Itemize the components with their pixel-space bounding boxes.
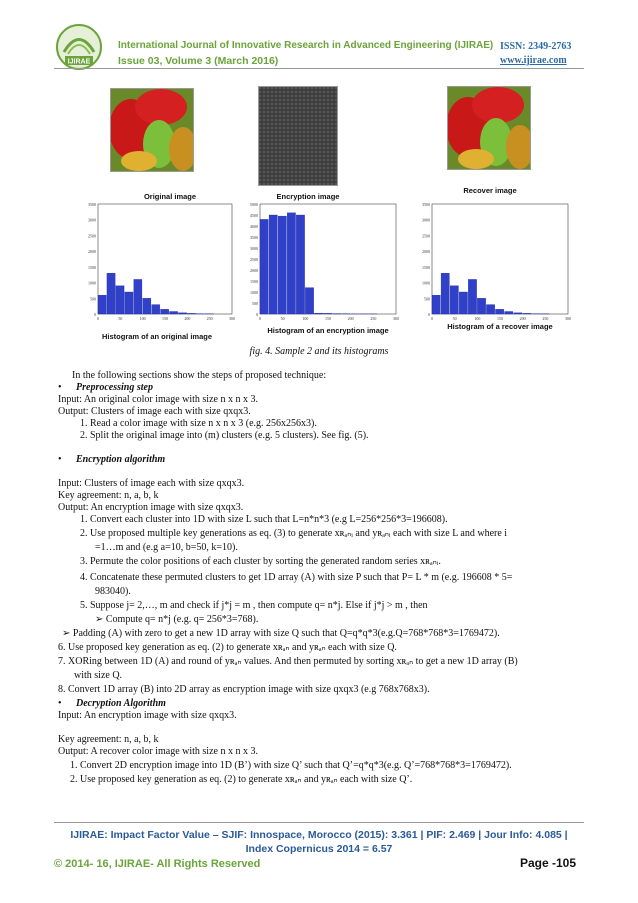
x-tick-label: 300 xyxy=(229,316,235,321)
y-tick-label: 4000 xyxy=(250,224,258,229)
y-tick-label: 1500 xyxy=(422,264,430,270)
histogram-encryption-caption: Histogram of an encryption image xyxy=(267,326,389,335)
recover-caption: Recover image xyxy=(463,186,517,195)
x-tick-label: 0 xyxy=(259,316,261,321)
dec-step-2: 2. Use proposed key generation as eq. (2) to generate xʀₐₙ and yʀₐₙ each with size Q’. xyxy=(70,774,413,785)
x-tick-label: 300 xyxy=(393,316,399,321)
pre-step-1: 1. Read a color image with size n x n x 3 (e.g. 256x256x3). xyxy=(80,418,317,429)
footer-impact: IJIRAE: Impact Factor Value – SJIF: Innospace, Morocco (2015): 3.361 | PIF: 2.469 | Jour Info: 4.085 | xyxy=(70,829,568,841)
y-tick-label: 3000 xyxy=(88,217,96,223)
enc-input: Input: Clusters of image each with size qxqx3. xyxy=(58,478,245,489)
enc-step-2: 2. Use proposed multiple key generations as eq. (3) to generate xʀₐₙᵢ and yʀₐₙᵢ each with size L and where i xyxy=(80,528,508,539)
encryption-image xyxy=(258,86,338,186)
enc-key: Key agreement: n, a, b, k xyxy=(58,490,159,501)
histogram-original-caption: Histogram of an original image xyxy=(101,332,213,341)
intro-text: In the following sections show the steps of proposed technique: xyxy=(72,370,327,381)
y-tick-label: 2000 xyxy=(422,249,430,255)
y-tick-label: 5000 xyxy=(250,202,258,207)
histogram-bar xyxy=(523,313,531,314)
pre-step-2: 2. Split the original image into (m) clusters (e.g. 5 clusters). See fig. (5). xyxy=(80,430,369,441)
y-tick-label: 3500 xyxy=(88,202,96,207)
enc-padding: ➢ Padding (A) with zero to get a new 1D array with size Q such that Q=q*q*3(e.g.Q=768*768*3=1769472). xyxy=(62,628,500,639)
histogram-bar xyxy=(305,288,313,314)
histogram-bar xyxy=(441,273,449,314)
y-tick-label: 500 xyxy=(424,296,430,302)
issue-info: Issue 03, Volume 3 (March 2016) xyxy=(118,55,279,67)
histogram-bar xyxy=(514,313,522,314)
y-tick-label: 1500 xyxy=(250,279,258,284)
histogram-bar xyxy=(468,279,476,314)
histogram-bar xyxy=(287,213,295,314)
y-tick-label: 1500 xyxy=(88,264,96,270)
x-tick-label: 100 xyxy=(302,316,309,321)
original-caption: Original image xyxy=(143,192,197,201)
y-tick-label: 3000 xyxy=(422,217,430,223)
histogram-bar xyxy=(296,215,304,314)
histogram-bar xyxy=(107,273,115,314)
enc-step-2b: =1…m and (e.g a=10, b=50, k=10). xyxy=(95,542,238,553)
journal-title: International Journal of Innovative Research in Advanced Engineering (IJIRAE) xyxy=(118,40,494,51)
histogram-recover-caption: Histogram of a recover image xyxy=(447,322,553,331)
histogram-bar xyxy=(323,313,331,314)
x-tick-label: 200 xyxy=(347,316,354,321)
dec-key: Key agreement: n, a, b, k xyxy=(58,734,159,745)
histogram-bar xyxy=(450,286,458,314)
y-tick-label: 4500 xyxy=(250,213,258,218)
y-tick-label: 0 xyxy=(256,312,258,317)
histogram-bar xyxy=(459,292,467,314)
histogram-bar xyxy=(161,309,169,314)
y-tick-label: 1000 xyxy=(88,280,96,286)
decryption-title: Decryption Algorithm xyxy=(76,698,166,709)
preprocessing-title: Preprocessing step xyxy=(76,382,153,393)
figure-caption: fig. 4. Sample 2 and its histograms xyxy=(249,346,389,357)
bullet-icon: • xyxy=(58,382,62,393)
histogram-bar xyxy=(314,313,322,314)
website-link[interactable]: www.ijirae.com xyxy=(500,55,567,66)
y-tick-label: 0 xyxy=(428,312,430,317)
enc-step-5a: ➢ Compute q= n*j (e.g. q= 256*3=768). xyxy=(95,614,259,625)
encryption-title: Encryption algorithm xyxy=(76,454,166,465)
y-tick-label: 3500 xyxy=(250,235,258,240)
pre-input: Input: An original color image with size n x n x 3. xyxy=(58,394,258,405)
enc-step-5: 5. Suppose j= 2,…, m and check if j*j = m , then compute q= n*j. Else if j*j > m , then xyxy=(80,600,428,611)
enc-step-7b: with size Q. xyxy=(74,670,123,681)
y-tick-label: 500 xyxy=(252,301,258,306)
x-tick-label: 50 xyxy=(280,316,285,321)
y-tick-label: 3500 xyxy=(422,202,430,207)
pre-output: Output: Clusters of image each with size qxqx3. xyxy=(58,406,251,417)
x-tick-label: 50 xyxy=(118,316,123,321)
y-tick-label: 3000 xyxy=(250,246,258,251)
histogram-bar xyxy=(178,313,186,314)
histogram-bar xyxy=(98,295,106,314)
histogram-bar xyxy=(169,311,177,314)
x-tick-label: 250 xyxy=(542,316,549,321)
enc-step-1: 1. Convert each cluster into 1D with size L such that L=n*n*3 (e.g L=256*256*3=196608). xyxy=(80,514,448,525)
header-rule xyxy=(54,68,584,69)
x-tick-label: 100 xyxy=(139,316,146,321)
histogram-bar xyxy=(152,305,160,314)
bullet-icon: • xyxy=(58,454,62,465)
logo-text: IJIRAE xyxy=(67,58,91,66)
y-tick-label: 500 xyxy=(90,296,96,302)
footer-index: Index Copernicus 2014 = 6.57 xyxy=(245,843,393,855)
y-tick-label: 2000 xyxy=(250,268,258,273)
issn: ISSN: 2349-2763 xyxy=(500,41,572,52)
x-tick-label: 50 xyxy=(452,316,457,321)
histogram-bar xyxy=(116,286,124,314)
histogram-bar xyxy=(143,298,151,314)
y-tick-label: 2500 xyxy=(250,257,258,262)
y-tick-label: 2500 xyxy=(88,233,96,239)
y-tick-label: 2500 xyxy=(422,233,430,239)
histogram-bar xyxy=(486,305,494,314)
histogram-bar xyxy=(495,309,503,314)
x-tick-label: 150 xyxy=(497,316,503,321)
y-tick-label: 1000 xyxy=(422,280,430,286)
histogram-bar xyxy=(505,311,513,314)
histogram-bar xyxy=(269,215,277,314)
histogram-bar xyxy=(278,216,286,314)
x-tick-label: 0 xyxy=(431,316,433,321)
histogram-bar xyxy=(134,279,142,314)
x-tick-label: 0 xyxy=(97,316,99,321)
histogram-bar xyxy=(432,295,440,314)
enc-step-4b: 983040). xyxy=(95,586,131,597)
footer-rule xyxy=(54,822,584,823)
histogram-bar xyxy=(260,219,268,314)
encryption-caption: Encryption image xyxy=(276,192,340,201)
y-tick-label: 2000 xyxy=(88,249,96,255)
dec-output: Output: A recover color image with size n x n x 3. xyxy=(58,746,258,757)
histogram-encryption xyxy=(238,200,402,326)
bullet-icon: • xyxy=(58,698,62,709)
x-tick-label: 300 xyxy=(565,316,571,321)
histogram-bar xyxy=(125,292,133,314)
y-tick-label: 1000 xyxy=(250,290,258,295)
histogram-bar xyxy=(477,298,485,314)
histogram-bar xyxy=(187,313,195,314)
recover-image xyxy=(447,86,531,170)
histogram-recover xyxy=(410,200,574,326)
enc-step-3: 3. Permute the color positions of each cluster by sorting the generated random series xʀₐₙᵢ. xyxy=(80,556,441,567)
enc-step-4: 4. Concatenate these permuted clusters to get 1D array (A) with size P such that P= L * m (e.g. 196608 * 5= xyxy=(80,572,513,583)
dec-input: Input: An encryption image with size qxqx3. xyxy=(58,710,237,721)
enc-step-8: 8. Convert 1D array (B) into 2D array as encryption image with size qxqx3 (e.g 768x768x3). xyxy=(58,684,430,695)
x-tick-label: 100 xyxy=(474,316,481,321)
copyright: © 2014- 16, IJIRAE- All Rights Reserved xyxy=(54,858,261,870)
enc-step-6: 6. Use proposed key generation as eq. (2) to generate xʀₐₙ and yʀₐₙ each with size Q. xyxy=(58,642,397,653)
x-tick-label: 150 xyxy=(325,316,331,321)
enc-step-7: 7. XORing between 1D (A) and round of yʀₐₙ values. And then permuted by sorting xʀₐₙ to get a new 1D array (B) xyxy=(58,656,518,667)
x-tick-label: 250 xyxy=(206,316,213,321)
enc-output: Output: An encryption image with size qxqx3. xyxy=(58,502,244,513)
journal-logo xyxy=(54,22,104,72)
x-tick-label: 200 xyxy=(519,316,526,321)
x-tick-label: 150 xyxy=(162,316,168,321)
page-number: Page -105 xyxy=(520,856,577,870)
x-tick-label: 250 xyxy=(370,316,377,321)
dec-step-1: 1. Convert 2D encryption image into 1D (B’) with size Q’ such that Q’=q*q*3(e.g. Q’=768*768*3=1769472). xyxy=(70,760,512,771)
original-image xyxy=(110,88,194,172)
x-tick-label: 200 xyxy=(184,316,191,321)
y-tick-label: 0 xyxy=(94,312,96,317)
histogram-original xyxy=(76,200,238,326)
